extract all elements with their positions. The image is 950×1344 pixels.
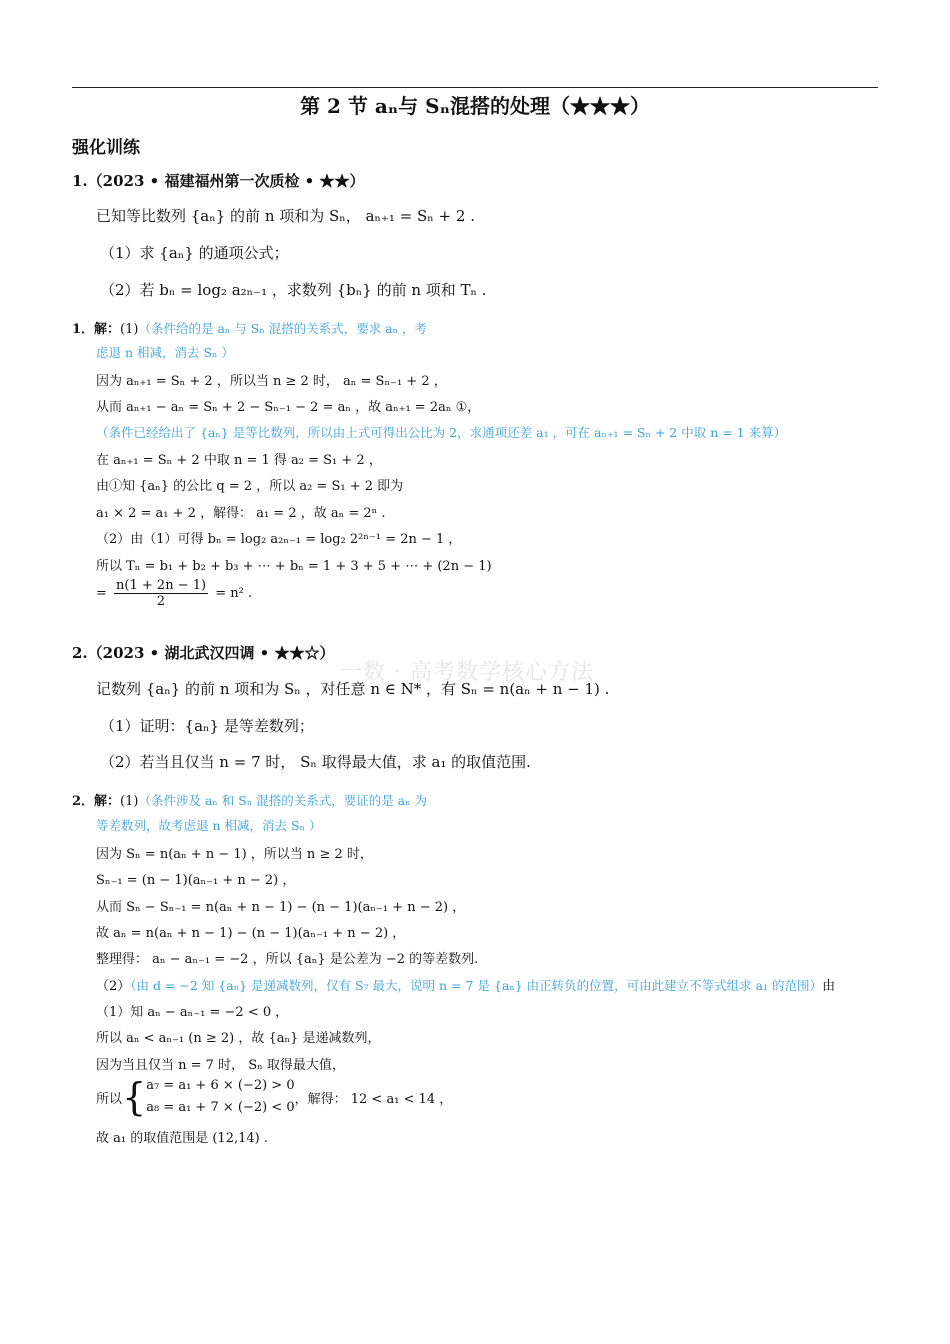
inequality-system [96, 1075, 452, 1119]
solution-2-so: 所以 [96, 1091, 123, 1107]
solution-2-hint-3: （由 d = −2 知 {aₙ} 是递减数列，仅有 S₇ 最大，说明 n = 7 是 {aₙ} 由正转负的位置，可由此建立不等式组求 a₁ 的范围） [130, 978, 823, 993]
problem-2-stem: 记数列 {aₙ} 的前 n 项和为 Sₙ ，对任意 n ∈ N* ，有 Sₙ = n(aₙ + n − 1) . [96, 680, 610, 698]
fraction-denominator: 2 [156, 594, 166, 609]
solution-1-line-7: 所以 Tₙ = b₁ + b₂ + b₃ + ⋯ + bₙ = 1 + 3 + 5 + ⋯ + (2n − 1) [96, 559, 492, 574]
solution-2-line-11: 故 a₁ 的取值范围是 (12,14) . [96, 1131, 268, 1146]
solution-1-hint-2: 虑退 n 相减，消去 Sₙ ） [96, 345, 234, 360]
solution-1-line-0 [72, 318, 427, 337]
solution-1-line-6: （2）由（1）可得 bₙ = log₂ a₂ₙ₋₁ = log₂ 2²ⁿ⁻¹ = 2n − 1 ， [96, 532, 462, 547]
solution-2-part-2: （2） [96, 979, 131, 994]
solution-1-hint-1: （条件给的是 aₙ 与 Sₙ 混搭的关系式，要求 aₙ ，考 [138, 321, 428, 336]
solution-1-part: (1) [120, 322, 139, 337]
problem-2-question-1: （1）证明：{aₙ} 是等差数列； [100, 717, 314, 735]
problem-1-question-2: （2）若 bₙ = log₂ a₂ₙ₋₁ ，求数列 {bₙ} 的前 n 项和 Tₙ . [100, 281, 487, 299]
problem-1-stem: 已知等比数列 {aₙ} 的前 n 项和为 Sₙ， aₙ₊₁ = Sₙ + 2 . [96, 207, 475, 225]
solution-2-line-7: （1）知 aₙ − aₙ₋₁ = −2 < 0 ， [96, 1005, 289, 1020]
problem-2-header: 2.（2023 • 湖北武汉四调 • ★★☆） [72, 644, 335, 662]
solution-1-line-2: 从而 aₙ₊₁ − aₙ = Sₙ + 2 − Sₙ₋₁ − 2 = aₙ ，故 aₙ₊₁ = 2aₙ ①， [96, 400, 481, 415]
solution-2-line-1: 因为 Sₙ = n(aₙ + n − 1) ，所以当 n ≥ 2 时， [96, 847, 373, 862]
solution-1-line-8 [96, 578, 252, 609]
solution-2-connector: 由 [822, 979, 836, 994]
solution-2-label: 2．解： [72, 794, 121, 809]
solution-2-part: (1) [120, 794, 139, 809]
solution-1-line-5: a₁ × 2 = a₁ + 2 ，解得： a₁ = 2 ，故 aₙ = 2ⁿ . [96, 506, 386, 521]
solution-1-line-1: 因为 aₙ₊₁ = Sₙ + 2 ，所以当 n ≥ 2 时， aₙ = Sₙ₋₁ + 2 ， [96, 374, 447, 389]
solution-2-solve: ，解得： 12 < a₁ < 14 ， [294, 1091, 453, 1107]
solution-2-line-10 [96, 1075, 452, 1119]
solution-2-line-0 [72, 790, 427, 809]
problem-1-header: 1.（2023 • 福建福州第一次质检 • ★★） [72, 172, 365, 190]
solution-1-eq: = [96, 586, 107, 601]
solution-1-result: = n² . [215, 586, 253, 601]
page-title: 第 2 节 aₙ与 Sₙ混搭的处理（★★★） [300, 94, 650, 118]
solution-1-line-3: 在 aₙ₊₁ = Sₙ + 2 中取 n = 1 得 a₂ = S₁ + 2 ， [96, 453, 382, 468]
fraction [114, 578, 208, 609]
system-line-a: a₇ = a₁ + 6 × (−2) > 0 [146, 1078, 295, 1093]
solution-2-line-6 [96, 975, 835, 994]
brace-icon: { [122, 1075, 147, 1119]
section-heading: 强化训练 [72, 138, 140, 158]
solution-2-line-5: 整理得： aₙ − aₙ₋₁ = −2 ，所以 {aₙ} 是公差为 −2 的等差数列. [96, 952, 479, 967]
system-line-b: a₈ = a₁ + 7 × (−2) < 0 [146, 1100, 295, 1115]
solution-1-label: 1．解： [72, 322, 121, 337]
solution-2-hint-2: 等差数列，故考虑退 n 相减，消去 Sₙ ） [96, 818, 322, 833]
system-lines [146, 1075, 294, 1119]
solution-2-line-8: 所以 aₙ < aₙ₋₁ (n ≥ 2) ，故 {aₙ} 是递减数列， [96, 1031, 381, 1046]
solution-2-line-4: 故 aₙ = n(aₙ + n − 1) − (n − 1)(aₙ₋₁ + n − 2) ， [96, 926, 406, 941]
solution-1-hint-3: （条件已经给出了 {aₙ} 是等比数列，所以由上式可得出公比为 2，求通项还差 a₁ ，可在 aₙ₊₁ = Sₙ + 2 中取 n = 1 来算） [96, 425, 787, 440]
solution-2-line-9: 因为当且仅当 n = 7 时， Sₙ 取得最大值， [96, 1058, 345, 1073]
solution-2-line-2: Sₙ₋₁ = (n − 1)(aₙ₋₁ + n − 2) ， [96, 873, 296, 888]
fraction-numerator: n(1 + 2n − 1) [116, 578, 207, 593]
problem-2-question-2: （2）若当且仅当 n = 7 时， Sₙ 取得最大值，求 a₁ 的取值范围. [100, 753, 531, 771]
problem-1-question-1: （1）求 {aₙ} 的通项公式； [100, 244, 289, 262]
solution-2-hint-1: （条件涉及 aₙ 和 Sₙ 混搭的关系式，要证的是 aₙ 为 [138, 793, 428, 808]
watermark: 一数 · 高考数学核心方法 [340, 660, 594, 685]
top-rule [72, 87, 878, 88]
solution-2-line-3: 从而 Sₙ − Sₙ₋₁ = n(aₙ + n − 1) − (n − 1)(aₙ₋₁ + n − 2) ， [96, 900, 466, 915]
solution-1-line-4: 由①知 {aₙ} 的公比 q = 2 ，所以 a₂ = S₁ + 2 即为 [96, 479, 404, 494]
